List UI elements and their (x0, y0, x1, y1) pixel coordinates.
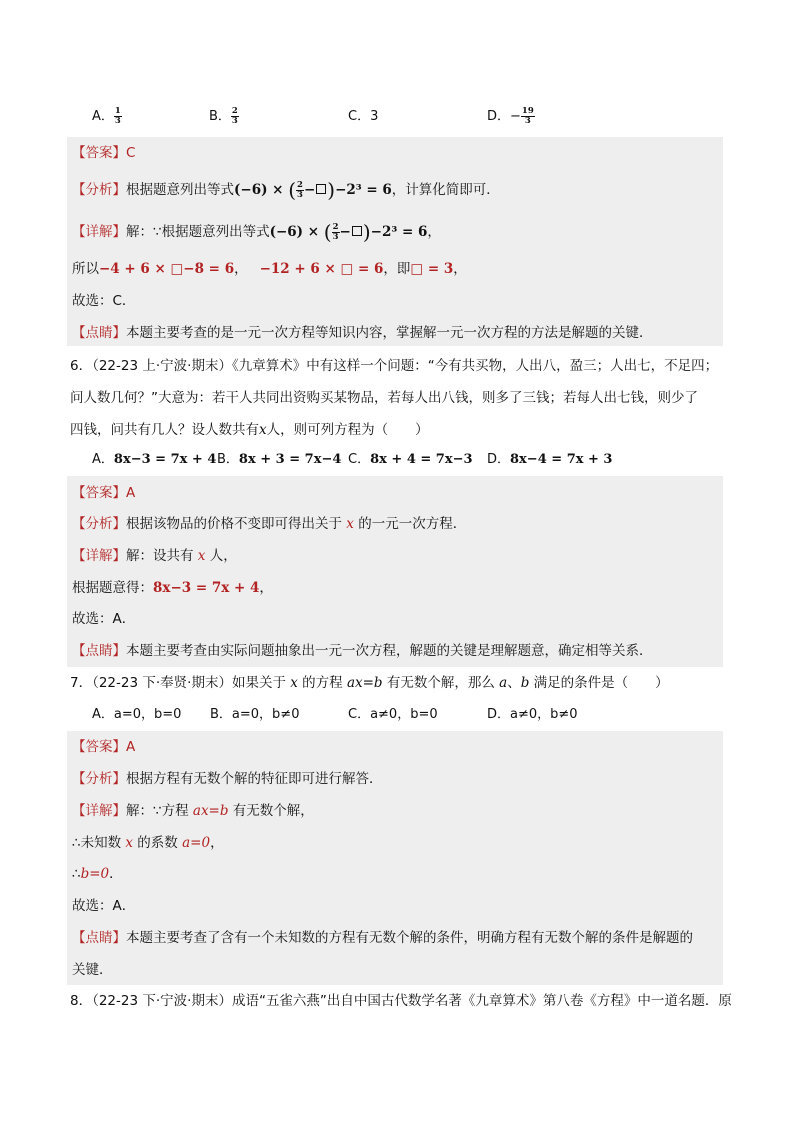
q7-detail-line2: ∴未知数 x 的系数 a=0， (72, 835, 224, 851)
q5-comment: 【点睛】本题主要考查的是一元一次方程等知识内容，掌握解一元一次方程的方法是解题的关键． (72, 325, 653, 341)
q6-option-b: B．8x + 3 = 7x−4 (217, 452, 342, 467)
q6-stem-line2: 问人数几何？”大意为：若干人共同出资购买某物品，若每人出八钱，则多了三钱；若每人出七钱，则少了 (70, 390, 698, 406)
q7-option-b: B．a=0，b≠0 (210, 707, 300, 722)
q6-comment: 【点睛】本题主要考查由实际问题抽象出一元一次方程，解题的关键是理解题意，确定相等关系． (72, 643, 653, 659)
q6-stem-line1: 6．（22-23 上·宁波·期末）《九章算术》中有这样一个问题：“今有共买物，人出八，盈三；人出七，不足四； (70, 358, 719, 374)
q7-option-c: C．a≠0，b=0 (348, 707, 438, 722)
q7-comment-line2: 关键． (72, 962, 113, 978)
q7-detail-line3: ∴b=0． (72, 866, 123, 882)
q7-stem: 7．（22-23 下·奉贤·期末）如果关于 x 的方程 ax=b 有无数个解，那么 a、b 满足的条件是（ ） (70, 675, 669, 691)
q7-comment: 【点睛】本题主要考查了含有一个未知数的方程有无数个解的条件，明确方程有无数个解的条件是解题的 (72, 930, 693, 946)
q5-option-b: B． $\frac{2}{3}$ (209, 106, 238, 126)
q7-choose: 故选：A． (72, 898, 136, 914)
q7-option-a: A．a=0，b=0 (92, 707, 182, 722)
q7-analysis: 【分析】根据方程有无数个解的特征即可进行解答． (72, 771, 383, 787)
q5-option-d: D．− $\frac{19}{3}$ (487, 106, 534, 126)
q6-option-d: D．8x−4 = 7x + 3 (487, 452, 613, 467)
q5-choose: 故选：C． (72, 293, 136, 309)
q7-answer: 【答案】A (72, 739, 136, 755)
q7-detail: 【详解】解：∵方程 ax=b 有无数个解， (72, 803, 314, 819)
q5-detail: 【详解】解：∵根据题意列出等式(−6) × ( $\frac{2}{3}$ − )−2³ = 6， (72, 220, 441, 244)
q6-option-a: A．8x−3 = 7x + 4 (92, 452, 217, 467)
q6-analysis: 【分析】根据该物品的价格不变即可得出关于 x 的一元一次方程． (72, 516, 467, 532)
q8-stem-line1: 8．（22-23 下·宁波·期末）成语“五雀六燕”出自中国古代数学名著《九章算术》第八卷《方程》中一道名题．原 (70, 993, 732, 1009)
q7-option-d: D．a≠0，b≠0 (487, 707, 578, 722)
q6-option-c: C．8x + 4 = 7x−3 (348, 452, 473, 467)
q6-answer: 【答案】A (72, 485, 136, 501)
q6-detail: 【详解】解：设共有 x 人， (72, 548, 237, 564)
q5-analysis: 【分析】根据题意列出等式(−6) × ( $\frac{2}{3}$ − )−2³ = 6，计算化简即可． (72, 178, 500, 202)
q6-stem-line3: 四钱，问共有几人？设人数共有x人，则可列方程为（ ） (70, 422, 429, 438)
q5-detail-line2: 所以−4 + 6 × □−8 = 6， −12 + 6 × □ = 6，即□ = 3， (72, 261, 467, 277)
q6-solution-band (67, 476, 723, 667)
q6-detail-line2: 根据题意得：8x−3 = 7x + 4， (72, 580, 273, 596)
q5-option-c: C．3 (348, 109, 379, 124)
q6-choose: 故选：A． (72, 611, 136, 627)
q5-answer: 【答案】C (72, 145, 136, 161)
q5-option-a: A． $\frac{1}{3}$ (92, 106, 121, 126)
